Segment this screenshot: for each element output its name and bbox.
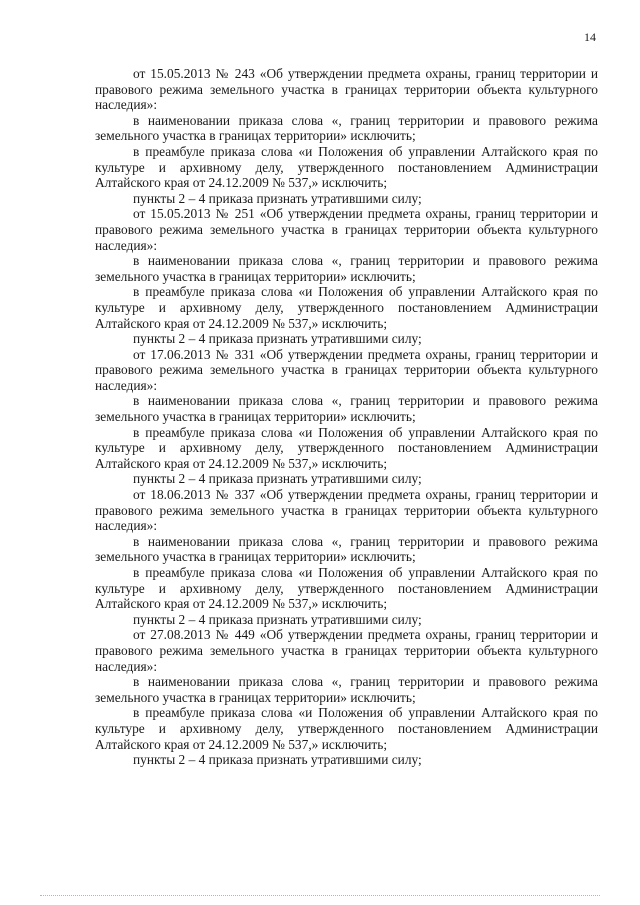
paragraph: в преамбуле приказа слова «и Положения об управлении Алтайского края по культуре и архивному делу, утвержденного постановлением Администрации Алтайского края от 24.12.2009 № 537,» исключить; (95, 565, 598, 612)
document-body (95, 66, 598, 768)
page-number: 14 (584, 30, 596, 44)
paragraph: пункты 2 – 4 приказа признать утратившими силу; (133, 611, 422, 627)
paragraph: в наименовании приказа слова «, границ территории и правового режима земельного участка в границах территории» исключить; (95, 112, 598, 144)
paragraph: пункты 2 – 4 приказа признать утратившими силу; (133, 471, 422, 487)
paragraph: от 17.06.2013 № 331 «Об утверждении предмета охраны, границ территории и правового режима земельного участка в границах территории объекта культурного наследия»: (95, 346, 598, 393)
footer-rule (40, 895, 600, 896)
paragraph: в преамбуле приказа слова «и Положения об управлении Алтайского края по культуре и архивному делу, утвержденного постановлением Администрации Алтайского края от 24.12.2009 № 537,» исключить; (95, 284, 598, 331)
paragraph: в преамбуле приказа слова «и Положения об управлении Алтайского края по культуре и архивному делу, утвержденного постановлением Администрации Алтайского края от 24.12.2009 № 537,» исключить; (95, 424, 598, 471)
paragraph: от 15.05.2013 № 243 «Об утверждении предмета охраны, границ территории и правового режима земельного участка в границах территории объекта культурного наследия»: (95, 66, 598, 113)
paragraph: в наименовании приказа слова «, границ территории и правового режима земельного участка в границах территории» исключить; (95, 674, 598, 705)
paragraph: в наименовании приказа слова «, границ территории и правового режима земельного участка в границах территории» исключить; (95, 393, 598, 425)
paragraph: в наименовании приказа слова «, границ территории и правового режима земельного участка в границах территории» исключить; (95, 253, 598, 284)
paragraph: в наименовании приказа слова «, границ территории и правового режима земельного участка в границах территории» исключить; (95, 533, 598, 565)
paragraph: в преамбуле приказа слова «и Положения об управлении Алтайского края по культуре и архивному делу, утвержденного постановлением Администрации Алтайского края от 24.12.2009 № 537,» исключить; (95, 705, 598, 752)
paragraph: пункты 2 – 4 приказа признать утратившими силу; (133, 190, 422, 206)
paragraph: пункты 2 – 4 приказа признать утратившими силу; (133, 752, 422, 768)
paragraph: от 27.08.2013 № 449 «Об утверждении предмета охраны, границ территории и правового режима земельного участка в границах территории объекта культурного наследия»: (95, 627, 598, 674)
paragraph: в преамбуле приказа слова «и Положения об управлении Алтайского края по культуре и архивному делу, утвержденного постановлением Администрации Алтайского края от 24.12.2009 № 537,» исключить; (95, 143, 598, 191)
paragraph: от 18.06.2013 № 337 «Об утверждении предмета охраны, границ территории и правового режима земельного участка в границах территории объекта культурного наследия»: (95, 487, 598, 534)
paragraph: пункты 2 – 4 приказа признать утратившими силу; (133, 331, 422, 347)
paragraph: от 15.05.2013 № 251 «Об утверждении предмета охраны, границ территории и правового режима земельного участка в границах территории объекта культурного наследия»: (95, 206, 598, 253)
